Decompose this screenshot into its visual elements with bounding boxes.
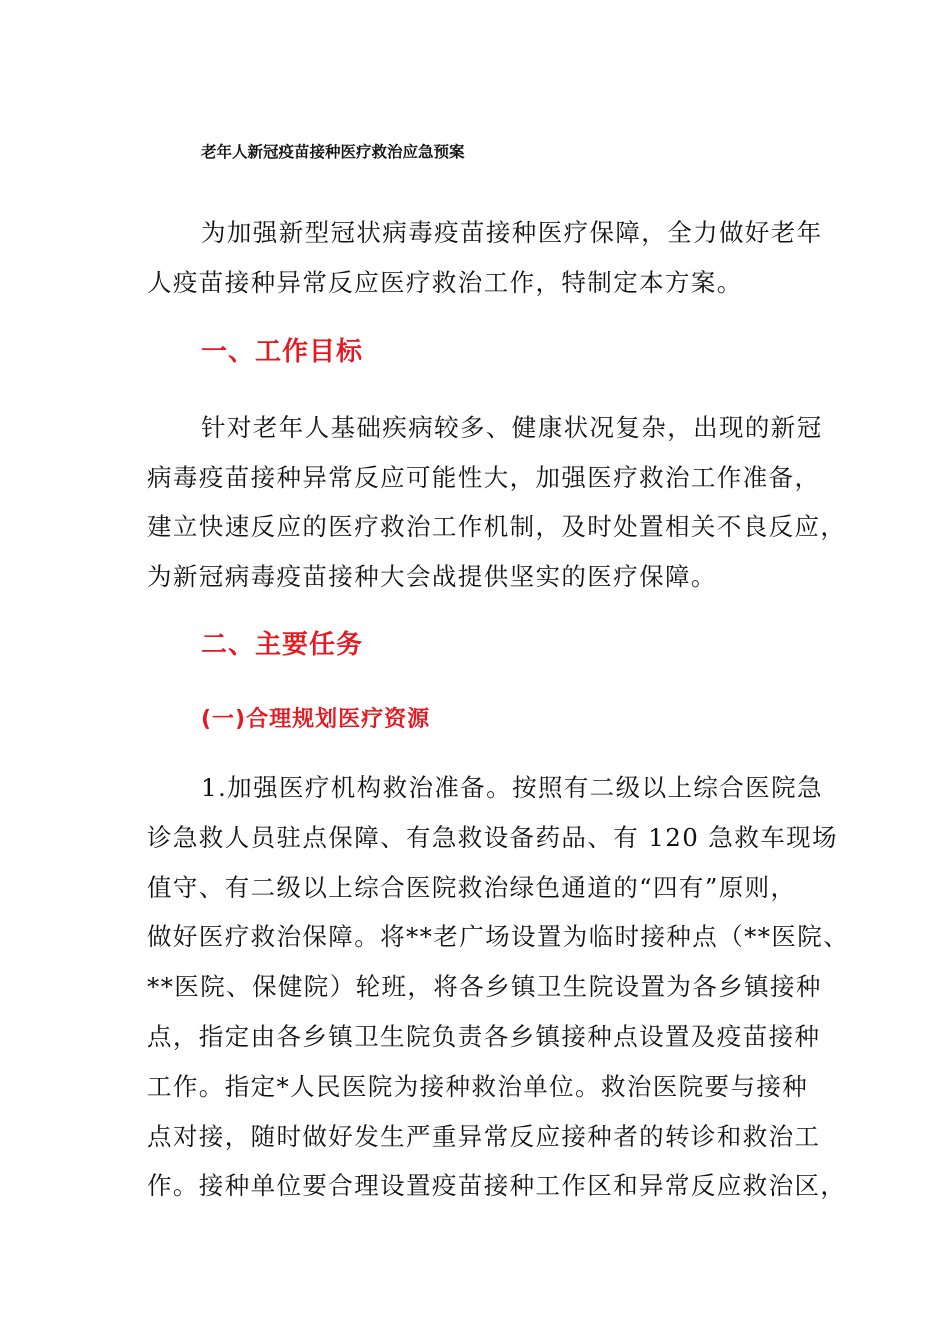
paragraph-line: 点，指定由各乡镇卫生院负责各乡镇接种点设置及疫苗接种: [147, 1022, 821, 1051]
subsection-heading: (一)合理规划医疗资源: [201, 707, 431, 732]
document-title: 老年人新冠疫苗接种医疗救治应急预案: [201, 143, 465, 161]
paragraph-line: 病毒疫苗接种异常反应可能性大，加强医疗救治工作准备，: [147, 463, 821, 492]
paragraph-line: 工作。指定*人民医院为接种救治单位。救治医院要与接种: [147, 1072, 809, 1101]
paragraph-line: 针对老年人基础疾病较多、健康状况复杂，出现的新冠: [201, 413, 823, 442]
paragraph-line: 点对接，随时做好发生严重异常反应接种者的转诊和救治工: [147, 1122, 821, 1151]
paragraph-line: 做好医疗救治保障。将**老广场设置为临时接种点（**医院、: [147, 922, 850, 951]
paragraph-line: 作。接种单位要合理设置疫苗接种工作区和异常反应救治区，: [147, 1171, 847, 1200]
section-heading-tasks: 二、主要任务: [201, 630, 364, 660]
intro-line: 人疫苗接种异常反应医疗救治工作，特制定本方案。: [147, 268, 743, 297]
paragraph-line: 建立快速反应的医疗救治工作机制，及时处置相关不良反应，: [147, 512, 847, 541]
paragraph-line: 1.加强医疗机构救治准备。按照有二级以上综合医院急: [201, 773, 823, 802]
paragraph-line: 诊急救人员驻点保障、有急救设备药品、有 120 急救车现场: [147, 823, 838, 852]
section-heading-goals: 一、工作目标: [201, 337, 364, 367]
paragraph-line: 为新冠病毒疫苗接种大会战提供坚实的医疗保障。: [147, 562, 717, 591]
paragraph-line: **医院、保健院）轮班，将各乡镇卫生院设置为各乡镇接种: [147, 972, 822, 1001]
paragraph-line: 值守、有二级以上综合医院救治绿色通道的“四有”原则，: [147, 873, 797, 902]
intro-line: 为加强新型冠状病毒疫苗接种医疗保障，全力做好老年: [201, 218, 823, 247]
